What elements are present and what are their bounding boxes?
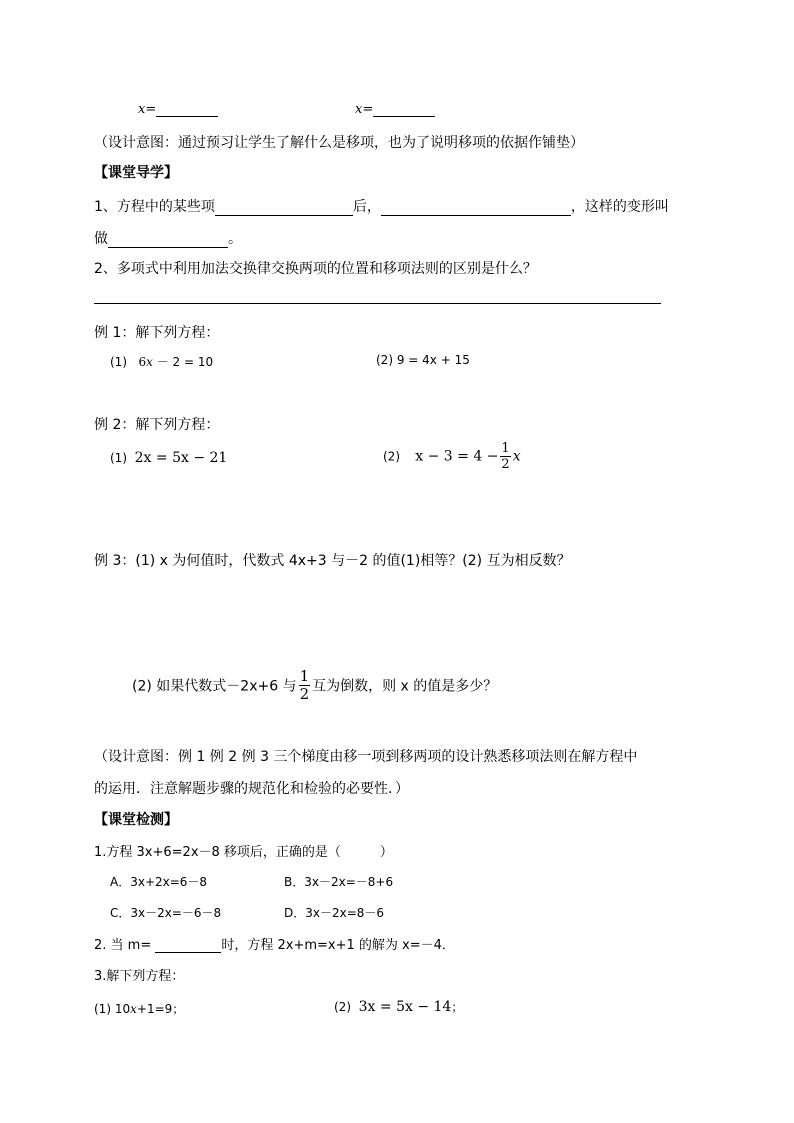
example-3-line2-suffix: 互为倒数，则 x 的值是多少？ xyxy=(312,678,498,695)
example-2-part-2-var: x xyxy=(512,448,521,465)
example-1-part-1 xyxy=(110,353,213,370)
check-3-part-1-var: x xyxy=(130,1002,137,1016)
question-2-answer-line[interactable] xyxy=(94,303,661,304)
example-2-part-2 xyxy=(383,441,521,472)
example-1-part-2-label: (2) xyxy=(376,353,393,367)
answer-right xyxy=(355,102,435,117)
check-2-prefix: 2. 当 m= xyxy=(94,938,152,953)
example-1-title: 例 1：解下列方程： xyxy=(94,325,220,341)
question-1-mid: 后， xyxy=(352,199,381,215)
example-1-part-1-label: (1) xyxy=(110,355,127,369)
check-3-part-1 xyxy=(94,1000,184,1017)
example-3-line1: 例 3：(1) x 为何值时，代数式 4x+3 与－2 的值(1)相等？(2) 互为相反数？ xyxy=(94,553,571,569)
example-2-part-1 xyxy=(110,450,227,466)
question-1-suffix: ，这样的变形叫 xyxy=(570,199,669,215)
question-1-line2 xyxy=(94,228,242,248)
answer-left-blank[interactable] xyxy=(156,102,218,117)
check-1-option-a[interactable]: A．3x+2x=6－8 xyxy=(110,875,208,889)
example-2-fraction-den: 2 xyxy=(501,457,510,472)
example-3-fraction xyxy=(299,668,311,703)
check-3-part-2-label: (2) xyxy=(334,1000,351,1014)
check-3-part-1-coef: 10 xyxy=(114,1002,131,1016)
question-1-line2-suffix: 。 xyxy=(228,231,242,247)
check-2-blank[interactable] xyxy=(155,938,221,953)
question-2: 2、多项式中利用加法交换律交换两项的位置和移项法则的区别是什么？ xyxy=(94,261,537,277)
check-2 xyxy=(94,934,455,953)
answer-left-label: x= xyxy=(138,102,157,117)
question-1-blank-2[interactable] xyxy=(381,201,571,216)
check-3-title: 3.解下列方程： xyxy=(94,969,185,984)
example-2-part-2-label: (2) xyxy=(383,449,400,464)
design-intent-1: （设计意图：通过预习让学生了解什么是移项，也为了说明移项的依据作铺垫） xyxy=(94,135,584,151)
example-2-part-1-eq: 2x = 5x − 21 xyxy=(134,450,228,466)
answer-right-label: x= xyxy=(355,102,374,117)
example-1-part-1-rest: － 2 = 10 xyxy=(152,355,214,369)
section-heading-check: 【课堂检测】 xyxy=(94,812,178,828)
answer-left xyxy=(138,102,218,117)
question-1-line2-prefix: 做 xyxy=(94,231,108,247)
example-2-title: 例 2：解下列方程： xyxy=(94,417,220,433)
check-1-option-d[interactable]: D．3x－2x=8－6 xyxy=(284,906,385,920)
question-1-blank-3[interactable] xyxy=(108,233,228,248)
check-2-suffix: 时，方程 2x+m=x+1 的解为 x=－4． xyxy=(221,938,455,953)
section-heading-guide: 【课堂导学】 xyxy=(94,165,178,181)
question-1-blank-1[interactable] xyxy=(215,201,353,216)
example-2-fraction xyxy=(500,441,510,472)
example-3-fraction-den: 2 xyxy=(299,685,310,703)
example-2-fraction-num: 1 xyxy=(501,441,510,456)
check-3-part-1-label: (1) xyxy=(94,1002,111,1016)
example-1-part-1-coef: 6 xyxy=(138,355,147,369)
check-3-part-2-eq: 3x = 5x − 14 xyxy=(358,999,452,1015)
question-1-prefix: 1、方程中的某些项 xyxy=(94,199,215,215)
example-3-line2-prefix: (2) 如果代数式－2x+6 与 xyxy=(132,678,297,695)
example-2-part-1-label: (1) xyxy=(110,451,127,465)
answer-right-blank[interactable] xyxy=(373,102,435,117)
check-3-part-1-rest: +1=9； xyxy=(136,1002,185,1016)
example-1-part-2-eq: 9 = 4x + 15 xyxy=(396,353,470,367)
check-1-option-b[interactable]: B．3x－2x=－8+6 xyxy=(284,875,394,889)
design-intent-2-line2: 的运用．注意解题步骤的规范化和检验的必要性．） xyxy=(94,781,409,797)
question-1-line1 xyxy=(94,196,669,216)
example-1-part-2 xyxy=(376,353,470,367)
example-1-part-1-var: x xyxy=(146,355,153,369)
example-3-fraction-num: 1 xyxy=(299,667,310,685)
design-intent-2-line1: （设计意图：例 1 例 2 例 3 三个梯度由移一项到移两项的设计熟悉移项法则在解方程中 xyxy=(94,749,638,765)
check-1-option-c[interactable]: C．3x－2x=－6－8 xyxy=(110,906,222,920)
example-2-part-2-lhs: x − 3 = 4 − xyxy=(415,448,499,465)
check-3-part-2-tail: ； xyxy=(451,1000,464,1014)
check-1-stem: 1.方程 3x+6=2x－8 移项后，正确的是（ ） xyxy=(94,845,393,860)
example-3-line2 xyxy=(132,668,497,703)
check-3-part-2 xyxy=(334,998,463,1015)
